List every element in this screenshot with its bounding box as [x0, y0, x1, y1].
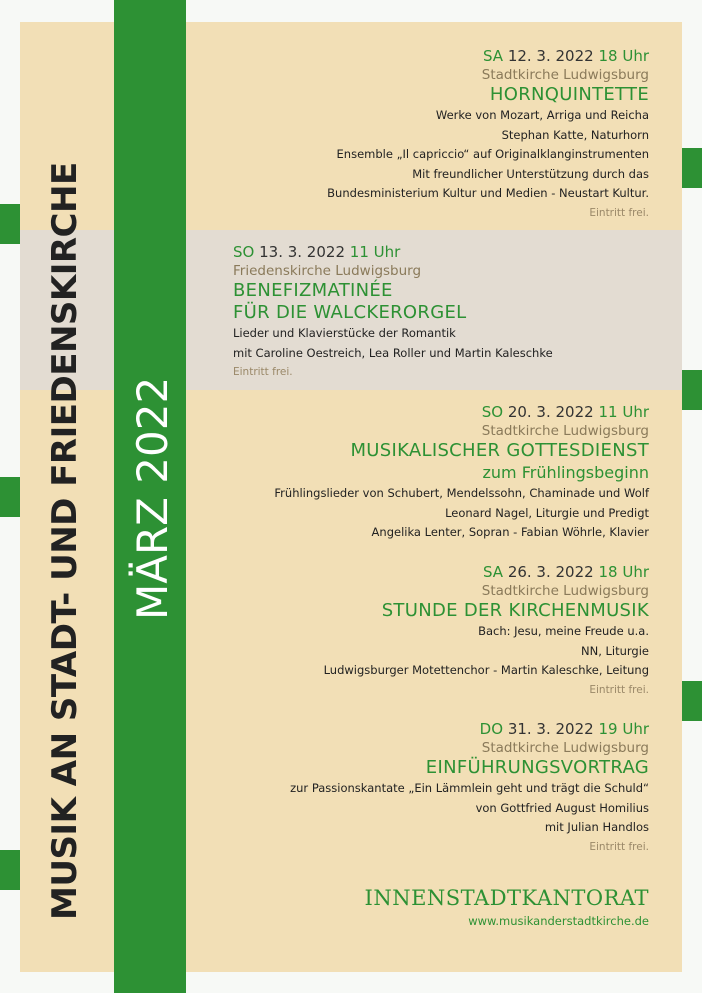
event-date: SA 26. 3. 2022 18 Uhr [482, 563, 649, 581]
edge-marker [682, 370, 702, 410]
event-place: Stadtkirche Ludwigsburg [481, 583, 649, 599]
event-1 [327, 46, 649, 223]
event-4 [324, 562, 649, 700]
event-line: Werke von Mozart, Arriga und Reicha [435, 108, 649, 122]
event-line: Ludwigsburger Motettenchor - Martin Kaleschke, Leitung [323, 663, 649, 677]
event-5 [290, 719, 649, 857]
event-2 [233, 242, 553, 382]
event-date: SO 20. 3. 2022 11 Uhr [481, 403, 649, 421]
event-title: BENEFIZMATINÉE [233, 280, 393, 301]
event-title: EINFÜHRUNGSVORTRAG [425, 757, 649, 778]
event-date: DO 31. 3. 2022 19 Uhr [479, 720, 649, 738]
edge-marker [0, 204, 20, 244]
event-date: SO 13. 3. 2022 11 Uhr [233, 243, 401, 261]
event-title: STUNDE DER KIRCHENMUSIK [381, 600, 649, 621]
event-date: SA 12. 3. 2022 18 Uhr [482, 47, 649, 65]
event-3 [274, 402, 649, 543]
event-line: mit Caroline Oestreich, Lea Roller und Martin Kaleschke [233, 345, 553, 360]
side-title: MUSIK AN STADT- UND FRIEDENSKIRCHE [45, 162, 85, 920]
event-title-line2: FÜR DIE WALCKERORGEL [233, 302, 467, 323]
event-title: HORNQUINTETTE [489, 84, 649, 105]
event-place: Stadtkirche Ludwigsburg [481, 740, 649, 756]
event-line: Bach: Jesu, meine Freude u.a. [478, 624, 649, 638]
event-line: Ensemble „Il capriccio“ auf Originalklanginstrumenten [336, 147, 649, 161]
event-admission: Eintritt frei. [589, 683, 649, 696]
event-line: Leonard Nagel, Liturgie und Predigt [445, 505, 649, 520]
event-admission: Eintritt frei. [589, 840, 649, 853]
event-place: Stadtkirche Ludwigsburg [481, 67, 649, 83]
event-line: Stephan Katte, Naturhorn [501, 127, 649, 142]
event-line: mit Julian Handlos [544, 820, 649, 834]
website-link[interactable]: www.musikanderstadtkirche.de [468, 914, 649, 928]
event-place: Friedenskirche Ludwigsburg [233, 263, 422, 279]
event-line: von Gottfried August Homilius [475, 800, 649, 815]
event-line: zur Passionskantate „Ein Lämmlein geht und trägt die Schuld“ [290, 781, 649, 795]
event-line: Lieder und Klavierstücke der Romantik [233, 326, 456, 340]
event-title: MUSIKALISCHER GOTTESDIENST [350, 440, 649, 461]
event-line: Bundesministerium Kultur und Medien - Neustart Kultur. [327, 186, 649, 200]
event-admission: Eintritt frei. [233, 366, 293, 378]
event-subtitle: zum Frühlingsbeginn [482, 463, 649, 482]
month-title: MÄRZ 2022 [128, 376, 177, 620]
edge-marker [682, 681, 702, 721]
organizer-name: INNENSTADTKANTORAT [364, 886, 649, 910]
event-place: Stadtkirche Ludwigsburg [481, 423, 649, 439]
event-line: Frühlingslieder von Schubert, Mendelssohn, Chaminade und Wolf [274, 486, 649, 500]
edge-marker [0, 850, 20, 890]
event-line: NN, Liturgie [580, 643, 649, 658]
event-line: Angelika Lenter, Sopran - Fabian Wöhrle, Klavier [371, 525, 649, 539]
event-admission: Eintritt frei. [589, 206, 649, 219]
edge-marker [0, 477, 20, 517]
event-line: Mit freundlicher Unterstützung durch das [412, 166, 649, 181]
edge-marker [682, 148, 702, 188]
